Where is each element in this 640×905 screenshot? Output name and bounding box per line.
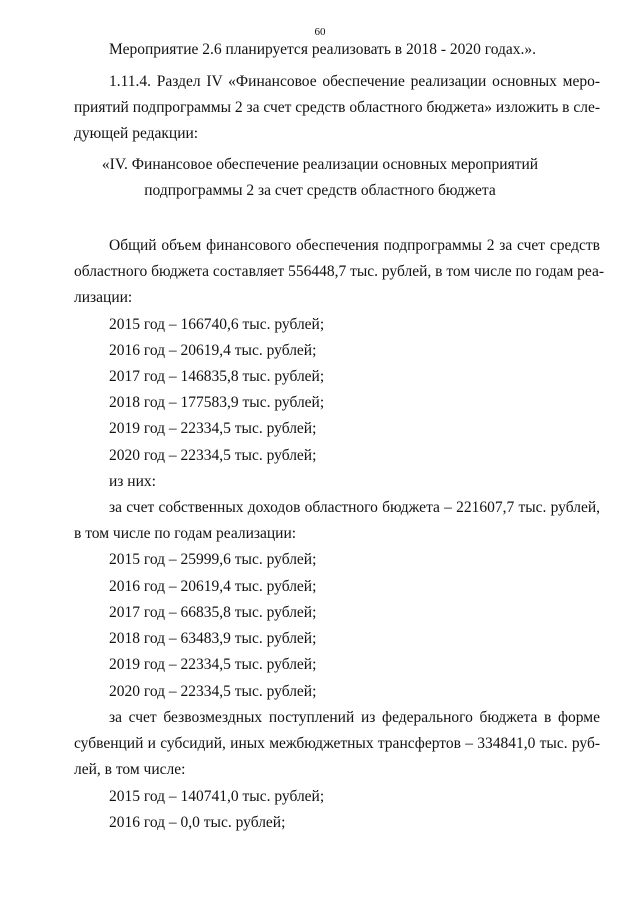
text-line: за счет безвозмездных поступлений из федерального бюджета в форме <box>109 709 600 726</box>
text-line: Мероприятие 2.6 планируется реализовать в 2018 - 2020 годах.». <box>109 41 537 58</box>
page-number: 60 <box>314 26 326 38</box>
text-line: в том числе по годам реализации: <box>74 525 297 542</box>
text-line: субвенций и субсидий, иных межбюджетных трансфертов – 334841,0 тыс. руб- <box>74 735 600 752</box>
list-item: 2016 год – 0,0 тыс. рублей; <box>109 814 286 831</box>
list-item: 2016 год – 20619,4 тыс. рублей; <box>109 578 317 595</box>
list-item: 2018 год – 177583,9 тыс. рублей; <box>109 394 325 411</box>
section-heading: «IV. Финансовое обеспечение реализации основных мероприятий <box>101 156 539 173</box>
text-line: приятий подпрограммы 2 за счет средств областного бюджета» изложить в сле- <box>74 99 600 116</box>
section-heading: подпрограммы 2 за счет средств областного бюджета <box>144 182 496 199</box>
list-item: 2015 год – 25999,6 тыс. рублей; <box>109 551 317 568</box>
list-item: 2020 год – 22334,5 тыс. рублей; <box>109 447 317 464</box>
list-item: 2016 год – 20619,4 тыс. рублей; <box>109 342 317 359</box>
text-line: областного бюджета составляет 556448,7 тыс. рублей, в том числе по годам реа- <box>74 263 605 280</box>
list-item: 2015 год – 140741,0 тыс. рублей; <box>109 788 325 805</box>
list-item: 2017 год – 146835,8 тыс. рублей; <box>109 368 325 385</box>
text-line: Общий объем финансового обеспечения подпрограммы 2 за счет средств <box>109 237 600 254</box>
list-item: 2019 год – 22334,5 тыс. рублей; <box>109 420 317 437</box>
text-line: лей, в том числе: <box>74 761 186 778</box>
list-item: 2020 год – 22334,5 тыс. рублей; <box>109 683 317 700</box>
list-item: 2019 год – 22334,5 тыс. рублей; <box>109 656 317 673</box>
list-item: 2015 год – 166740,6 тыс. рублей; <box>109 316 325 333</box>
text-line: лизации: <box>74 289 133 306</box>
text-line: дующей редакции: <box>74 125 199 142</box>
text-line: из них: <box>109 473 156 490</box>
text-line: 1.11.4. Раздел IV «Финансовое обеспечение реализации основных меро- <box>109 73 600 90</box>
list-item: 2018 год – 63483,9 тыс. рублей; <box>109 630 317 647</box>
text-line: за счет собственных доходов областного бюджета – 221607,7 тыс. рублей, <box>109 499 600 516</box>
list-item: 2017 год – 66835,8 тыс. рублей; <box>109 604 317 621</box>
